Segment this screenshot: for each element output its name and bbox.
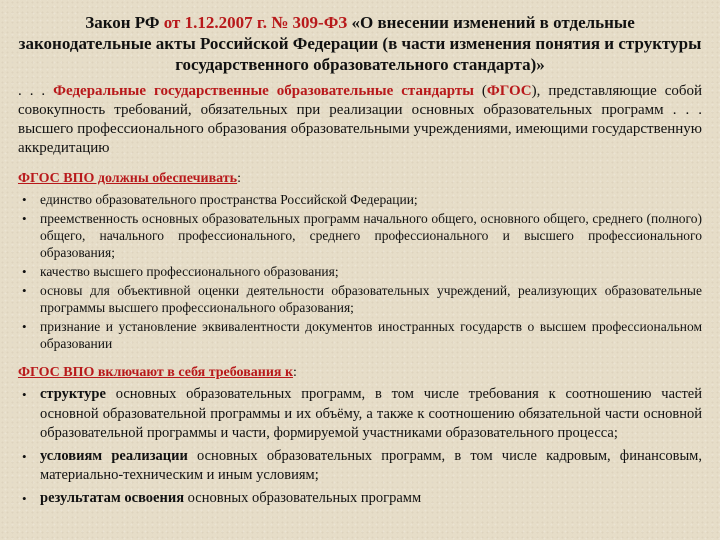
spacer — [18, 354, 702, 364]
list-item-text: признание и установление эквивалентности документов иностранных государств о высшем профессиональном образовании — [40, 319, 702, 351]
section1-list — [18, 191, 702, 352]
list-item-term: результатам освоения — [40, 489, 185, 506]
law-reference: от 1.12.2007 г. № 309-ФЗ — [163, 13, 348, 32]
intro-abbr: ФГОС — [486, 83, 532, 99]
section2-list — [18, 385, 702, 508]
section1-colon: : — [237, 171, 241, 186]
bullet-icon: • — [22, 192, 27, 207]
list-item-text: преемственность основных образовательных программ начального общего, основного общего, среднего (полного) общего, начального профессионального, среднего профессионального и высшего профессионального образования; — [40, 211, 702, 260]
list-item-text: основных образовательных программ, в том числе требования к соотношению частей основной образовательной программы и их объёму, а также к соотношению обязательной части основной образовательной программы и части, формируемой участниками образовательного процесса; — [40, 386, 702, 441]
intro-paragraph — [18, 82, 702, 158]
list-item — [18, 489, 702, 509]
list-item-term: структуре — [40, 386, 106, 402]
bullet-icon: • — [22, 211, 27, 226]
list-item-text: основы для объективной оценки деятельности образовательных учреждений, реализующих образовательные программы высшего профессионального образования; — [40, 283, 702, 315]
slide — [18, 12, 702, 511]
title-prefix: Закон РФ — [85, 13, 164, 32]
list-item — [18, 210, 702, 261]
list-item — [18, 447, 702, 486]
list-item — [18, 385, 702, 444]
bullet-icon: • — [22, 387, 27, 402]
section2-colon: : — [293, 365, 297, 380]
section1-title: ФГОС ВПО должны обеспечивать — [18, 171, 238, 186]
bullet-icon: • — [22, 283, 27, 298]
list-item-text: основных образовательных программ — [184, 489, 422, 506]
bullet-icon: • — [22, 319, 27, 334]
list-item-text: качество высшего профессионального образования; — [40, 264, 339, 279]
intro-text: представляющие собой совокупность требований, обязательных при реализации основных образовательных программ . . . высшего профессионального образования образовательными учреждениями, имеющими государственную аккредитацию — [18, 83, 703, 156]
list-item-term: условиям реализации — [40, 447, 188, 464]
section2-title: ФГОС ВПО включают в себя требования к — [18, 365, 294, 380]
intro-ellipsis: . . . — [18, 83, 54, 99]
intro-term: Федеральные государственные образовательные стандарты — [53, 83, 474, 99]
slide-title — [18, 12, 702, 75]
section2-heading — [18, 364, 702, 382]
bullet-icon: • — [22, 264, 27, 279]
list-item-text: единство образовательного пространства Российской Федерации; — [40, 192, 418, 207]
bullet-icon: • — [22, 490, 27, 506]
intro-abbr-open: ( — [473, 83, 487, 99]
list-item — [18, 282, 702, 316]
intro-abbr-close: ), — [531, 83, 541, 99]
section1-heading — [18, 170, 702, 188]
list-item — [18, 318, 702, 352]
list-item — [18, 191, 702, 208]
list-item — [18, 263, 702, 280]
list-item-text: основных образовательных программ, в том числе кадровым, финансовым, материально-техническим и иным условиям; — [40, 447, 702, 483]
bullet-icon: • — [22, 448, 27, 464]
law-name: «О внесении изменений в отдельные законодательные акты Российской Федерации (в части изменения понятия и структуры государственного образовательного стандарта)» — [18, 13, 702, 74]
